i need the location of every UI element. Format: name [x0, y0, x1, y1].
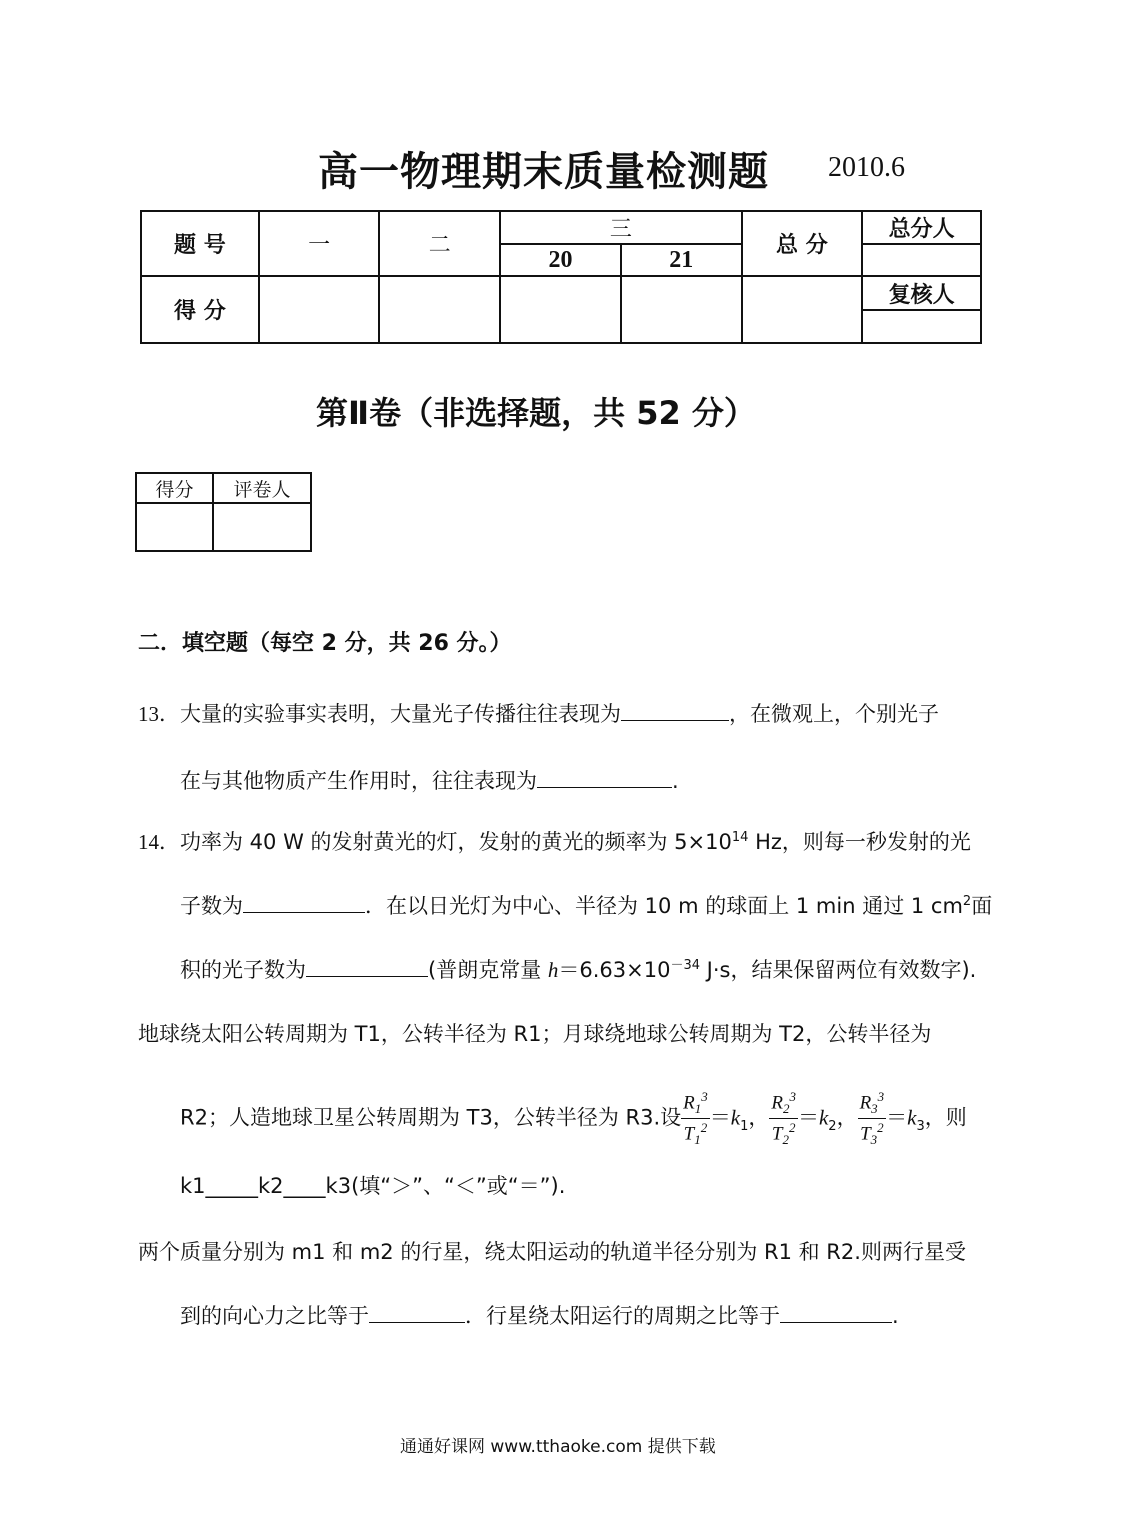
grader-name-label: 评卷人 [213, 473, 311, 503]
q14-blank-1[interactable] [243, 894, 365, 913]
scorer-cell [862, 244, 981, 276]
frac-k2: $\frac{R_2^3}{T_2^2}$ [771, 1089, 796, 1148]
score-cell-21 [621, 276, 742, 343]
q16-blank-2[interactable] [780, 1304, 892, 1323]
score-table [140, 210, 982, 344]
grader-score-label: 得分 [136, 473, 213, 503]
row-label-question: 题 号 [141, 211, 259, 276]
fill-blank-heading: 二．填空题（每空 2 分，共 26 分。） [138, 631, 512, 656]
col-total: 总 分 [742, 211, 863, 276]
score-cell-2 [379, 276, 500, 343]
score-cell-20 [500, 276, 621, 343]
page-footer: 通通好课网 www.tthaoke.com 提供下载 [400, 1437, 716, 1457]
q14-line3: 积的光子数为 (普朗克常量 $h=6.63\times 10^{-34}$ J·s，结果保留两位有效数字). [180, 958, 977, 982]
col-q21: 21 [621, 244, 742, 276]
row-label-score: 得 分 [141, 276, 259, 343]
section-heading: 第Ⅱ卷（非选择题，共 52 分） [316, 394, 756, 432]
q16-line2: 到的向心力之比等于 ．行星绕太阳运行的周期之比等于 . [180, 1304, 899, 1328]
grader-table [135, 472, 312, 552]
grader-name-cell [213, 503, 311, 551]
q14-blank-2[interactable] [306, 958, 428, 977]
q13-blank-1[interactable] [621, 702, 729, 721]
scorer-label: 总分人 [862, 211, 981, 244]
exam-date: 2010.6 [828, 152, 905, 183]
reviewer-cell [862, 310, 981, 343]
reviewer-label: 复核人 [862, 276, 981, 310]
col-section-3: 三 [500, 211, 741, 244]
q14-number: 14． [138, 830, 180, 854]
grader-score-cell [136, 503, 213, 551]
col-section-2: 二 [379, 211, 500, 276]
q14-line2: 子数为 ．在以日光灯为中心、半径为 10 m 的球面上 1 min 通过 1 $cm^2$面 [180, 894, 993, 918]
q13-blank-2[interactable] [537, 769, 672, 788]
q14-line1: 14．功率为 40 W 的发射黄光的灯，发射的黄光的频率为 $5\times 10^{14}$ Hz，则每一秒发射的光 [138, 830, 971, 854]
page-title: 高一物理期末质量检测题 [318, 149, 769, 195]
q13-line1: 13．大量的实验事实表明，大量光子传播往往表现为 ，在微观上，个别光子 [138, 702, 939, 726]
q13-line2: 在与其他物质产生作用时，往往表现为 . [180, 769, 679, 793]
col-q20: 20 [500, 244, 621, 276]
score-cell-1 [259, 276, 380, 343]
q15-line2: R2；人造地球卫星公转周期为 T3，公转半径为 R3.设 $\frac{R_1^3}{T_1^2}$ $=k_1$， $\frac{R_2^3}{T_2^2}$ $=k_2$， $\frac{R_3^3}{T_3^2}$ $=k_3$，则 [180, 1089, 967, 1148]
frac-k3: $\frac{R_3^3}{T_3^2}$ [859, 1089, 885, 1148]
q16-blank-1[interactable] [369, 1304, 465, 1323]
q16-line1: 两个质量分别为 m1 和 m2 的行星，绕太阳运动的轨道半径分别为 R1 和 R2.则两行星受 [138, 1240, 966, 1264]
score-cell-total [742, 276, 863, 343]
q15-line1: 地球绕太阳公转周期为 T1，公转半径为 R1；月球绕地球公转周期为 T2，公转半径为 [138, 1022, 932, 1046]
q15-line3: k1_____k2____k3(填“＞”、“＜”或“＝”). [180, 1174, 566, 1198]
q13-number: 13． [138, 702, 180, 726]
col-section-1: 一 [259, 211, 380, 276]
frac-k1: $\frac{R_1^3}{T_1^2}$ [683, 1089, 708, 1148]
